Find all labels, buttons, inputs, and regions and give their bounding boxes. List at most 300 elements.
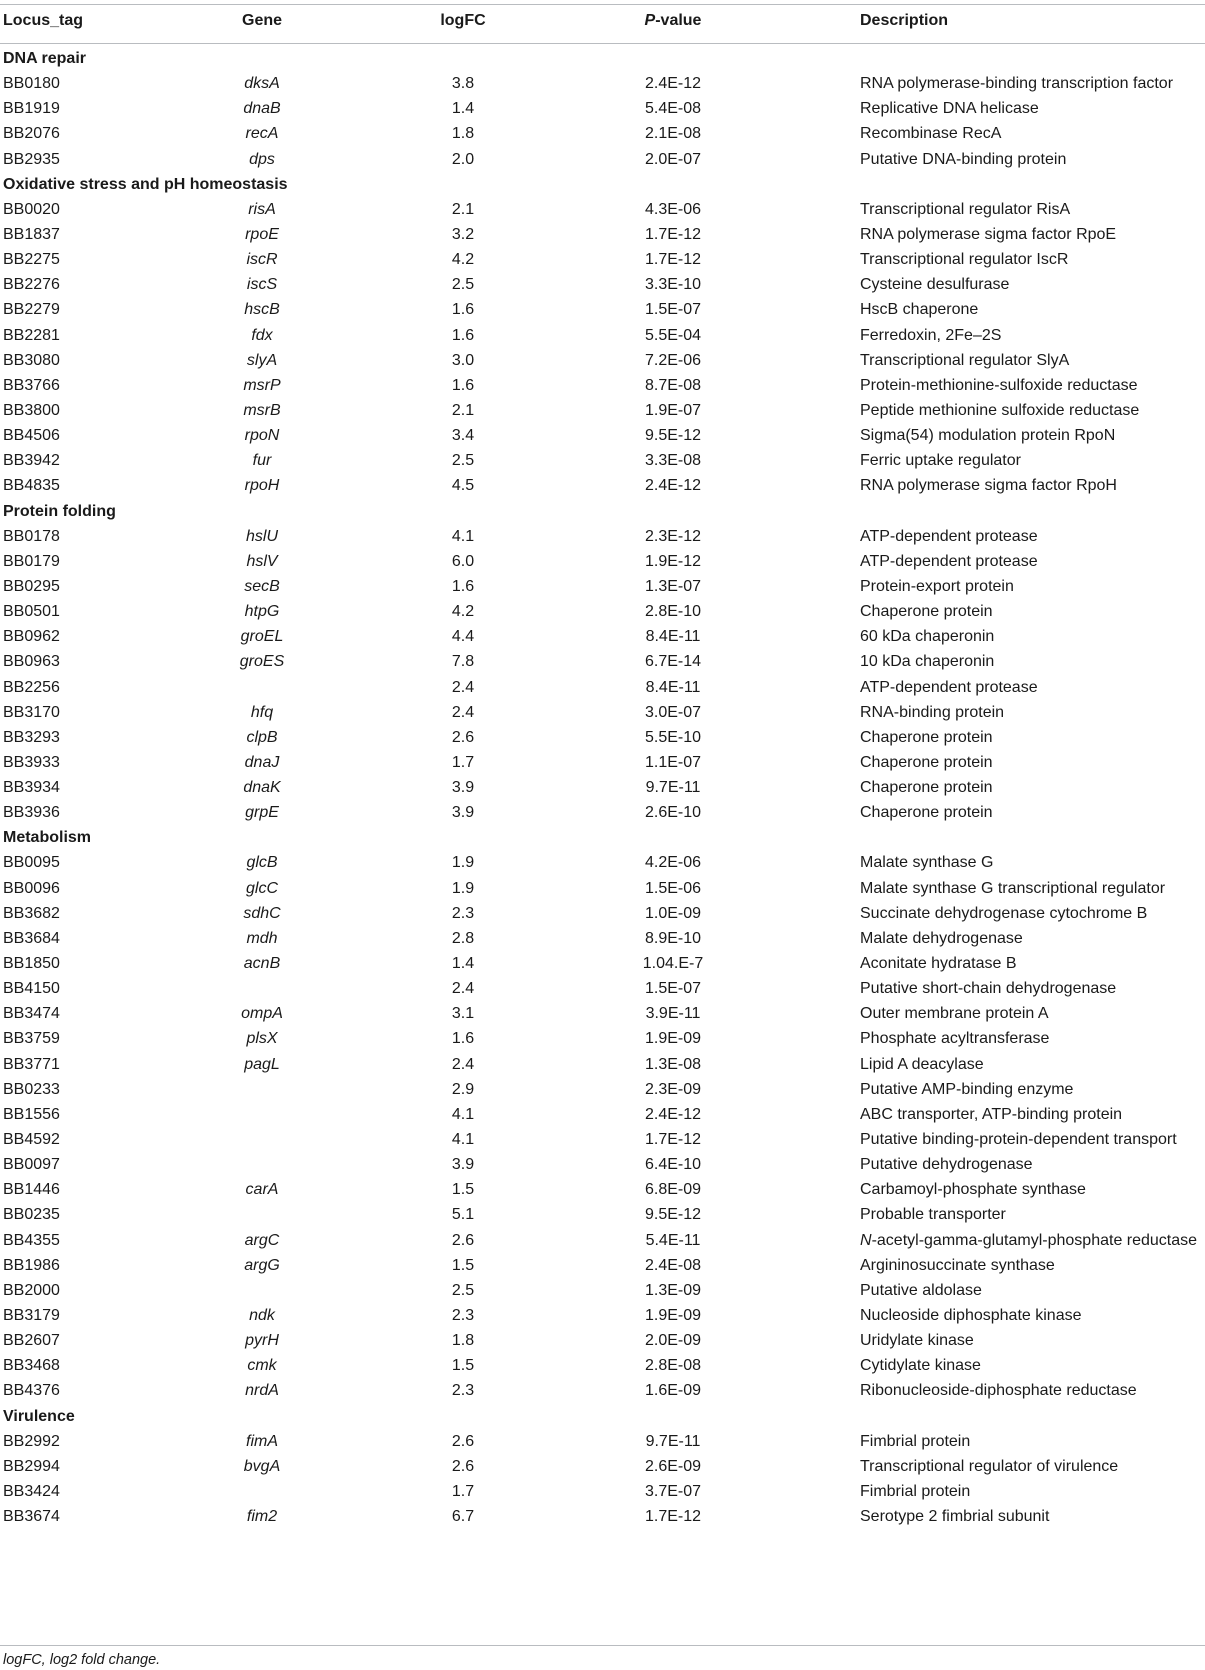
cell-gene: slyA	[246, 351, 278, 369]
cell-logfc: 1.6	[451, 1030, 475, 1048]
cell-locus-tag: BB0178	[3, 527, 60, 545]
cell-logfc: 4.1	[451, 527, 475, 545]
cell-logfc: 1.6	[451, 326, 475, 344]
cell-description: Ferredoxin, 2Fe–2S	[860, 326, 1002, 344]
cell-locus-tag: BB2256	[3, 678, 60, 696]
cell-locus-tag: BB0096	[3, 879, 60, 897]
cell-description: Cysteine desulfurase	[860, 276, 1010, 294]
cell-description: Malate synthase G	[860, 854, 994, 872]
cell-locus-tag: BB4835	[3, 477, 60, 495]
cell-gene: pyrH	[245, 1332, 279, 1350]
section-title: Protein folding	[3, 502, 116, 520]
cell-logfc: 2.3	[451, 1307, 475, 1324]
table-row	[0, 876, 1205, 902]
cell-logfc: 2.9	[451, 1080, 475, 1098]
cell-locus-tag: BB2276	[3, 276, 60, 294]
table-row	[0, 247, 1205, 273]
cell-p-value: 9.7E-11	[645, 1432, 701, 1450]
cell-p-value: 3.7E-07	[644, 1482, 702, 1500]
cell-locus-tag: BB2994	[3, 1457, 60, 1475]
cell-logfc: 4.5	[451, 477, 475, 495]
cell-gene: recA	[245, 125, 279, 143]
cell-gene: plsX	[246, 1030, 278, 1048]
cell-locus-tag: BB3933	[3, 753, 60, 771]
cell-p-value: 1.9E-09	[644, 1307, 702, 1324]
cell-p-value: 2.8E-08	[644, 1357, 702, 1375]
cell-description: ABC transporter, ATP-binding protein	[860, 1105, 1123, 1123]
cell-gene: dnaB	[243, 100, 281, 118]
cell-locus-tag: BB0235	[3, 1206, 60, 1224]
cell-logfc: 3.9	[451, 779, 475, 797]
cell-gene: secB	[244, 577, 280, 595]
cell-p-value: 1.5E-07	[644, 980, 702, 998]
table-row	[0, 448, 1205, 474]
cell-gene: argG	[244, 1256, 280, 1274]
cell-p-value: 5.4E-11	[645, 1231, 701, 1249]
table-row	[0, 348, 1205, 374]
cell-description: Uridylate kinase	[860, 1332, 974, 1350]
cell-logfc: 1.8	[451, 125, 475, 143]
cell-locus-tag: BB4150	[3, 980, 60, 998]
cell-logfc: 3.9	[451, 804, 475, 822]
cell-p-value: 5.5E-04	[644, 326, 702, 344]
cell-p-value: 1.9E-12	[644, 552, 702, 570]
cell-locus-tag: BB4355	[3, 1231, 60, 1249]
cell-gene: ompA	[241, 1005, 283, 1023]
cell-p-value: 8.9E-10	[644, 929, 702, 947]
cell-p-value: 4.3E-06	[644, 200, 702, 218]
cell-logfc: 3.4	[451, 427, 475, 445]
cell-locus-tag: BB0095	[3, 854, 60, 872]
cell-gene: htpG	[244, 603, 280, 621]
cell-gene: ndk	[249, 1307, 275, 1324]
cell-locus-tag: BB1850	[3, 955, 60, 973]
table-row	[0, 649, 1205, 675]
cell-logfc: 1.6	[451, 301, 475, 319]
table-row	[0, 750, 1205, 776]
table-row	[0, 96, 1205, 122]
cell-locus-tag: BB3759	[3, 1030, 60, 1048]
cell-description: Chaperone protein	[860, 753, 993, 771]
header-rule	[0, 43, 1205, 44]
cell-logfc: 1.5	[451, 1181, 475, 1199]
cell-description: Fimbrial protein	[860, 1482, 971, 1500]
section-title: Oxidative stress and pH homeostasis	[3, 175, 288, 193]
cell-p-value: 2.3E-12	[644, 527, 702, 545]
cell-description: Malate synthase G transcriptional regulator	[860, 879, 1166, 897]
cell-description: HscB chaperone	[860, 301, 979, 319]
cell-locus-tag: BB4376	[3, 1382, 60, 1400]
cell-locus-tag: BB0020	[3, 200, 60, 218]
section-heading	[0, 1404, 1205, 1430]
cell-p-value: 8.4E-11	[645, 628, 701, 646]
table-row	[0, 901, 1205, 927]
cell-p-value: 2.4E-12	[644, 477, 702, 495]
cell-logfc: 6.7	[451, 1508, 475, 1526]
cell-p-value: 6.4E-10	[644, 1156, 702, 1174]
cell-description: Lipid A deacylase	[860, 1055, 984, 1073]
cell-description: Ferric uptake regulator	[860, 452, 1021, 470]
cell-logfc: 2.4	[451, 678, 475, 696]
cell-description: ATP-dependent protease	[860, 678, 1038, 696]
header-description: Description	[860, 12, 949, 29]
cell-p-value: 2.4E-12	[644, 75, 702, 93]
cell-description: Aconitate hydratase B	[860, 955, 1017, 973]
section-heading	[0, 172, 1205, 198]
cell-logfc: 3.0	[451, 351, 475, 369]
table-row	[0, 473, 1205, 499]
cell-gene: glcB	[246, 854, 278, 872]
cell-gene: mdh	[246, 929, 278, 947]
cell-logfc: 1.8	[451, 1332, 475, 1350]
cell-logfc: 4.2	[451, 603, 475, 621]
cell-gene: hslU	[245, 527, 279, 545]
cell-logfc: 2.4	[451, 703, 475, 721]
cell-logfc: 3.1	[451, 1005, 475, 1023]
cell-p-value: 3.9E-11	[645, 1005, 701, 1023]
cell-locus-tag: BB3179	[3, 1307, 60, 1324]
cell-logfc: 2.6	[451, 1457, 475, 1475]
cell-description: Ribonucleoside-diphosphate reductase	[860, 1382, 1137, 1400]
cell-logfc: 1.4	[451, 100, 475, 118]
cell-gene: dksA	[244, 75, 280, 93]
cell-locus-tag: BB1986	[3, 1256, 60, 1274]
table-footnote: logFC, log2 fold change.	[3, 1652, 161, 1668]
table-row	[0, 725, 1205, 751]
cell-gene: dnaJ	[244, 753, 280, 771]
cell-locus-tag: BB3674	[3, 1508, 60, 1526]
cell-logfc: 4.1	[451, 1105, 475, 1123]
cell-gene: cmk	[247, 1357, 277, 1375]
cell-logfc: 2.6	[451, 1231, 475, 1249]
table-row	[0, 1228, 1205, 1254]
table-row	[0, 1052, 1205, 1078]
cell-p-value: 2.6E-10	[644, 804, 702, 822]
cell-p-value: 3.3E-10	[644, 276, 702, 294]
cell-logfc: 1.9	[451, 879, 475, 897]
cell-locus-tag: BB0501	[3, 603, 60, 621]
cell-logfc: 7.8	[451, 653, 475, 671]
cell-logfc: 3.9	[451, 1156, 475, 1174]
cell-p-value: 1.5E-07	[644, 301, 702, 319]
cell-description: Chaperone protein	[860, 779, 993, 797]
table-row	[0, 398, 1205, 424]
cell-p-value: 1.7E-12	[644, 1131, 702, 1149]
table-row	[0, 599, 1205, 625]
cell-description: Recombinase RecA	[860, 125, 1002, 143]
cell-logfc: 5.1	[451, 1206, 475, 1224]
cell-logfc: 2.3	[451, 1382, 475, 1400]
table-row	[0, 1077, 1205, 1103]
cell-logfc: 1.7	[451, 1482, 475, 1500]
table-row	[0, 1102, 1205, 1128]
cell-logfc: 3.2	[451, 225, 475, 243]
cell-gene: dnaK	[243, 779, 281, 797]
cell-p-value: 1.04.E-7	[642, 955, 704, 973]
cell-p-value: 3.3E-08	[644, 452, 702, 470]
cell-description: Chaperone protein	[860, 603, 993, 621]
cell-gene: sdhC	[243, 904, 281, 922]
cell-gene: fimA	[246, 1432, 278, 1450]
cell-p-value: 5.5E-10	[644, 728, 702, 746]
cell-locus-tag: BB3293	[3, 728, 60, 746]
table-bottom-rule	[0, 1645, 1205, 1646]
cell-description: Protein-export protein	[860, 577, 1014, 595]
cell-description: Peptide methionine sulfoxide reductase	[860, 401, 1140, 419]
cell-p-value: 9.5E-12	[644, 427, 702, 445]
cell-p-value: 1.7E-12	[644, 1508, 702, 1526]
cell-description: Nucleoside diphosphate kinase	[860, 1307, 1082, 1324]
table-row	[0, 775, 1205, 801]
cell-locus-tag: BB3936	[3, 804, 60, 822]
cell-locus-tag: BB3080	[3, 351, 60, 369]
cell-locus-tag: BB2607	[3, 1332, 60, 1350]
table-row	[0, 71, 1205, 97]
cell-logfc: 2.5	[451, 276, 475, 294]
table-row	[0, 1479, 1205, 1505]
table-row	[0, 1353, 1205, 1379]
table-row	[0, 1177, 1205, 1203]
cell-locus-tag: BB2275	[3, 251, 60, 269]
cell-p-value: 3.0E-07	[644, 703, 702, 721]
cell-p-value: 1.1E-07	[644, 753, 702, 771]
cell-p-value: 2.0E-09	[644, 1332, 702, 1350]
cell-p-value: 1.3E-07	[644, 577, 702, 595]
section-title: Virulence	[3, 1407, 75, 1425]
table-row	[0, 976, 1205, 1002]
cell-locus-tag: BB3800	[3, 401, 60, 419]
table-row	[0, 423, 1205, 449]
cell-p-value: 2.3E-09	[644, 1080, 702, 1098]
cell-p-value: 7.2E-06	[644, 351, 702, 369]
cell-p-value: 4.2E-06	[644, 854, 702, 872]
cell-p-value: 1.9E-07	[644, 401, 702, 419]
cell-description: Putative AMP-binding enzyme	[860, 1080, 1074, 1098]
cell-logfc: 2.4	[451, 1055, 475, 1073]
cell-logfc: 2.6	[451, 728, 475, 746]
section-title: DNA repair	[3, 50, 86, 67]
cell-p-value: 1.7E-12	[644, 225, 702, 243]
header-logfc: logFC	[440, 12, 486, 29]
cell-p-value: 1.9E-09	[644, 1030, 702, 1048]
cell-p-value: 6.8E-09	[644, 1181, 702, 1199]
cell-description: Protein-methionine-sulfoxide reductase	[860, 376, 1138, 394]
cell-gene: dps	[249, 150, 275, 168]
cell-locus-tag: BB2935	[3, 150, 60, 168]
section-heading	[0, 825, 1205, 851]
cell-locus-tag: BB3942	[3, 452, 60, 470]
cell-logfc: 2.4	[451, 980, 475, 998]
table-row	[0, 1026, 1205, 1052]
cell-logfc: 2.5	[451, 1281, 475, 1299]
table-row	[0, 1202, 1205, 1228]
table-row	[0, 524, 1205, 550]
cell-logfc: 2.1	[451, 401, 475, 419]
cell-description: Putative aldolase	[860, 1281, 982, 1299]
cell-locus-tag: BB3474	[3, 1005, 60, 1023]
cell-gene: clpB	[246, 728, 278, 746]
cell-description: ATP-dependent protease	[860, 552, 1038, 570]
table-row	[0, 675, 1205, 701]
table-header-row	[0, 8, 1205, 34]
cell-gene: groES	[239, 653, 285, 671]
cell-locus-tag: BB4506	[3, 427, 60, 445]
cell-description: Serotype 2 fimbrial subunit	[860, 1508, 1050, 1526]
cell-p-value: 9.5E-12	[644, 1206, 702, 1224]
cell-logfc: 2.3	[451, 904, 475, 922]
cell-locus-tag: BB2000	[3, 1281, 60, 1299]
cell-gene: groEL	[240, 628, 284, 646]
cell-locus-tag: BB3170	[3, 703, 60, 721]
cell-p-value: 2.0E-07	[644, 150, 702, 168]
cell-locus-tag: BB0295	[3, 577, 60, 595]
table-top-rule	[0, 4, 1205, 5]
cell-gene: fdx	[251, 326, 273, 344]
cell-p-value: 1.7E-12	[644, 251, 702, 269]
cell-description: Replicative DNA helicase	[860, 100, 1039, 118]
table-row	[0, 800, 1205, 826]
cell-locus-tag: BB0963	[3, 653, 60, 671]
table-row	[0, 1454, 1205, 1480]
cell-locus-tag: BB3684	[3, 929, 60, 947]
table-row	[0, 951, 1205, 977]
cell-description: Probable transporter	[860, 1206, 1006, 1224]
cell-description: Transcriptional regulator IscR	[860, 251, 1069, 269]
table-row	[0, 1328, 1205, 1354]
cell-p-value: 1.5E-06	[644, 879, 702, 897]
table-row	[0, 272, 1205, 298]
cell-description: Cytidylate kinase	[860, 1357, 981, 1375]
table-row	[0, 197, 1205, 223]
cell-p-value: 2.1E-08	[644, 125, 702, 143]
cell-description: RNA polymerase sigma factor RpoH	[860, 477, 1117, 495]
cell-description: Carbamoyl-phosphate synthase	[860, 1181, 1086, 1199]
header-p-value: P-value	[644, 12, 702, 29]
cell-p-value: 8.7E-08	[644, 376, 702, 394]
header-locus-tag: Locus_tag	[3, 12, 84, 29]
cell-logfc: 6.0	[451, 552, 475, 570]
cell-logfc: 2.5	[451, 452, 475, 470]
cell-gene: fur	[252, 452, 272, 470]
cell-locus-tag: BB3468	[3, 1357, 60, 1375]
cell-logfc: 4.2	[451, 251, 475, 269]
cell-description: Transcriptional regulator RisA	[860, 200, 1071, 218]
cell-locus-tag: BB0962	[3, 628, 60, 646]
cell-locus-tag: BB3682	[3, 904, 60, 922]
cell-locus-tag: BB2281	[3, 326, 60, 344]
cell-locus-tag: BB1919	[3, 100, 60, 118]
cell-gene: rpoH	[244, 477, 280, 495]
cell-description: Fimbrial protein	[860, 1432, 971, 1450]
cell-locus-tag: BB3424	[3, 1482, 60, 1500]
cell-p-value: 2.4E-12	[644, 1105, 702, 1123]
header-gene: Gene	[241, 12, 283, 29]
table-row	[0, 1001, 1205, 1027]
cell-description: Chaperone protein	[860, 728, 993, 746]
cell-gene: iscR	[246, 251, 278, 269]
cell-logfc: 4.4	[451, 628, 475, 646]
cell-locus-tag: BB3771	[3, 1055, 60, 1073]
cell-description: N-acetyl-gamma-glutamyl-phosphate reductase	[860, 1231, 1198, 1249]
cell-logfc: 1.6	[451, 376, 475, 394]
cell-locus-tag: BB0233	[3, 1080, 60, 1098]
table-row	[0, 1504, 1205, 1530]
cell-locus-tag: BB0097	[3, 1156, 60, 1174]
cell-p-value: 1.0E-09	[644, 904, 702, 922]
table-row	[0, 700, 1205, 726]
cell-gene: msrP	[243, 376, 281, 394]
cell-description: ATP-dependent protease	[860, 527, 1038, 545]
cell-description: Putative binding-protein-dependent transport	[860, 1131, 1177, 1149]
cell-description: Putative DNA-binding protein	[860, 150, 1067, 168]
cell-locus-tag: BB0180	[3, 75, 60, 93]
table-row	[0, 926, 1205, 952]
table-row	[0, 574, 1205, 600]
table-row	[0, 1429, 1205, 1455]
cell-description: Argininosuccinate synthase	[860, 1256, 1055, 1274]
cell-locus-tag: BB2992	[3, 1432, 60, 1450]
table-row	[0, 1278, 1205, 1304]
cell-locus-tag: BB0179	[3, 552, 60, 570]
cell-gene: bvgA	[243, 1457, 281, 1475]
cell-logfc: 1.5	[451, 1256, 475, 1274]
cell-description: RNA-binding protein	[860, 703, 1005, 721]
cell-gene: pagL	[244, 1055, 280, 1073]
table-row	[0, 323, 1205, 349]
cell-logfc: 2.1	[451, 200, 475, 218]
cell-gene: nrdA	[245, 1382, 279, 1400]
cell-logfc: 1.7	[451, 753, 475, 771]
table-row	[0, 1253, 1205, 1279]
cell-gene: iscS	[246, 276, 278, 294]
cell-p-value: 6.7E-14	[644, 653, 702, 671]
cell-p-value: 1.3E-09	[644, 1281, 702, 1299]
cell-logfc: 3.8	[451, 75, 475, 93]
cell-p-value: 5.4E-08	[644, 100, 702, 118]
cell-description: Phosphate acyltransferase	[860, 1030, 1050, 1048]
cell-gene: rpoN	[244, 427, 280, 445]
cell-gene: grpE	[245, 804, 279, 822]
cell-locus-tag: BB1556	[3, 1105, 60, 1123]
cell-description: 10 kDa chaperonin	[860, 653, 995, 671]
cell-p-value: 2.4E-08	[644, 1256, 702, 1274]
cell-locus-tag: BB2279	[3, 301, 60, 319]
cell-logfc: 1.6	[451, 577, 475, 595]
cell-gene: risA	[248, 200, 276, 218]
cell-locus-tag: BB3766	[3, 376, 60, 394]
cell-description: Transcriptional regulator SlyA	[860, 351, 1070, 369]
cell-description: Sigma(54) modulation protein RpoN	[860, 427, 1116, 445]
cell-description: Outer membrane protein A	[860, 1005, 1049, 1023]
cell-logfc: 1.5	[451, 1357, 475, 1375]
section-heading	[0, 46, 1205, 72]
cell-gene: acnB	[243, 955, 281, 973]
table-row	[0, 373, 1205, 399]
section-title: Metabolism	[3, 829, 92, 847]
cell-p-value: 2.6E-09	[644, 1457, 702, 1475]
cell-description: 60 kDa chaperonin	[860, 628, 995, 646]
cell-p-value: 9.7E-11	[645, 779, 701, 797]
cell-locus-tag: BB4592	[3, 1131, 60, 1149]
cell-gene: hfq	[250, 703, 274, 721]
table-row	[0, 850, 1205, 876]
table-row	[0, 1303, 1205, 1329]
cell-p-value: 8.4E-11	[645, 678, 701, 696]
table-row	[0, 1378, 1205, 1404]
cell-gene: hslV	[246, 552, 278, 570]
cell-gene: fim2	[246, 1508, 278, 1526]
table-row	[0, 1127, 1205, 1153]
